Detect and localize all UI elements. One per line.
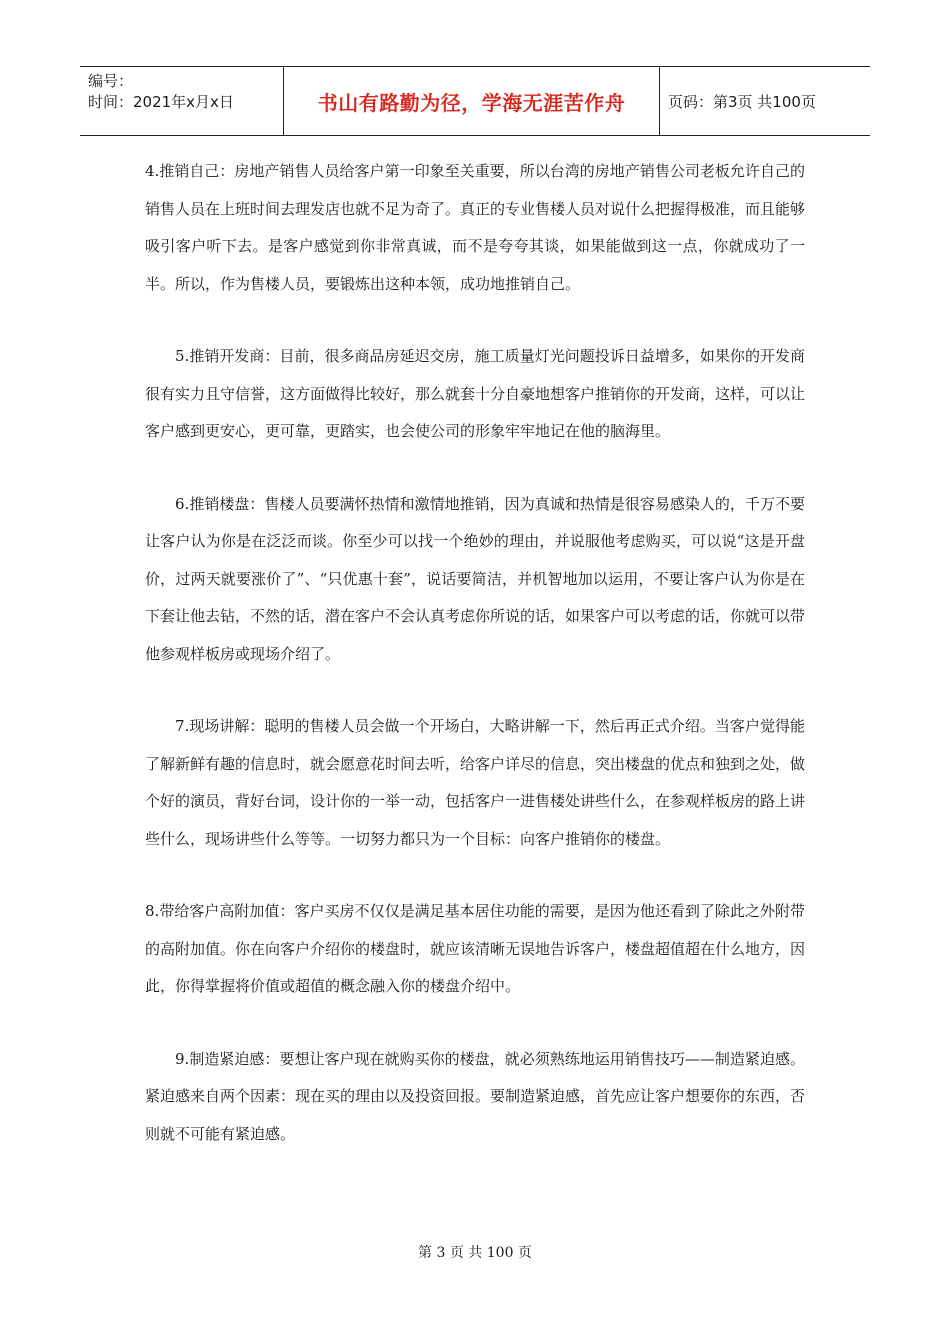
document-number-label: 编号： xyxy=(88,72,134,90)
page-footer: 第 3 页 共 100 页 xyxy=(418,1245,532,1261)
paragraph-6: 6.推销楼盘：售楼人员要满怀热情和激情地推销，因为真诚和热情是很容易感染人的，千万不要让客户认为你是在泛泛而谈。你至少可以找一个绝妙的理由，并说服他考虑购买，可以说“这是开盘价，过两天就要涨价了”、“只优惠十套”，说话要简洁，并机智地加以运用，不要让客户认为你是在下套让他去钻，不然的话，潜在客户不会认真考虑你所说的话，如果客户可以考虑的话，你就可以带他参观样板房或现场介绍了。 xyxy=(145,494,806,663)
paragraph-5: 5.推销开发商：目前，很多商品房延迟交房，施工质量灯光问题投诉日益增多，如果你的开发商很有实力且守信誉，这方面做得比较好，那么就套十分自豪地想客户推销你的开发商，这样，可以让客户感到更安心，更可靠，更踏实，也会使公司的形象牢牢地记在他的脑海里。 xyxy=(145,347,806,440)
paragraph-9: 9.制造紧迫感：要想让客户现在就购买你的楼盘，就必须熟练地运用销售技巧——制造紧迫感。紧迫感来自两个因素：现在买的理由以及投资回报。要制造紧迫感，首先应让客户想要你的东西，否则就不可能有紧迫感。 xyxy=(145,1049,806,1143)
header-motto: 书山有路勤为径，学海无涯苦作舟 xyxy=(283,67,660,135)
page-header xyxy=(80,66,870,136)
header-meta xyxy=(80,67,283,135)
header-page-info: 页码：第3页 共100页 xyxy=(668,92,816,111)
paragraph-8: 8.带给客户高附加值：客户买房不仅仅是满足基本居住功能的需要，是因为他还看到了除此之外附带的高附加值。你在向客户介绍你的楼盘时，就应该清晰无误地告诉客户，楼盘超值超在什么地方，因此，你得掌握将价值或超值的概念融入你的楼盘介绍中。 xyxy=(145,902,806,995)
document-date: 时间：2021年x月x日 xyxy=(88,93,234,111)
paragraph-4: 4.推销自己：房地产销售人员给客户第一印象至关重要，所以台湾的房地产销售公司老板允许自己的销售人员在上班时间去理发店也就不足为奇了。真正的专业售楼人员对说什么把握得极准，而且能够吸引客户听下去。是客户感觉到你非常真诚，而不是夸夸其谈，如果能做到这一点，你就成功了一半。所以，作为售楼人员，要锻炼出这种本领，成功地推销自己。 xyxy=(145,162,806,293)
paragraph-7: 7.现场讲解：聪明的售楼人员会做一个开场白，大略讲解一下，然后再正式介绍。当客户觉得能了解新鲜有趣的信息时，就会愿意花时间去听，给客户详尽的信息，突出楼盘的优点和独到之处，做个好的演员，背好台词，设计你的一举一动，包括客户一进售楼处讲些什么，在参观样板房的路上讲些什么，现场讲些什么等等。一切努力都只为一个目标：向客户推销你的楼盘。 xyxy=(145,717,806,848)
document-body xyxy=(145,153,805,1188)
